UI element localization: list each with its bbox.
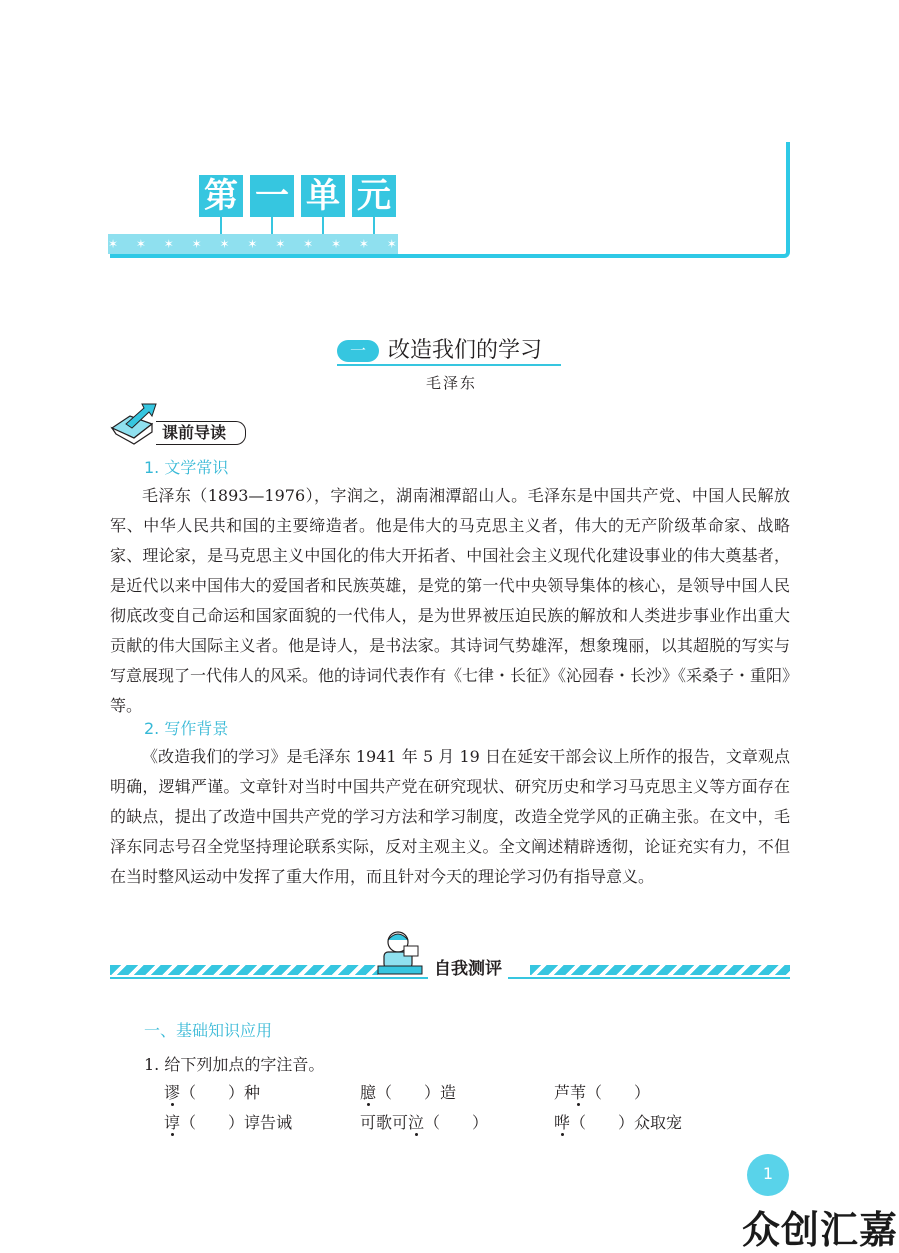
dotted-char: 哗 (554, 1113, 571, 1132)
dotted-char: 泣 (408, 1113, 425, 1132)
dotted-char: 臆 (360, 1083, 377, 1102)
lesson-title: 改造我们的学习 (388, 338, 543, 363)
item-rest: （ ） (586, 1083, 651, 1102)
item-lead: 芦 (554, 1083, 571, 1102)
item-rest: （ ）种 (180, 1083, 261, 1102)
item-lead: 可歌可 (360, 1113, 409, 1132)
item-rest: （ ）谆告诫 (180, 1113, 293, 1132)
lesson-author: 毛泽东 (426, 374, 478, 392)
dotted-char: 谆 (164, 1113, 181, 1132)
pinyin-item (164, 1078, 260, 1108)
unit-title-char-3: 单 (301, 175, 345, 217)
self-test-band-left (110, 965, 378, 975)
unit-title-char-4: 元 (352, 175, 396, 217)
student-reading-icon (374, 930, 426, 978)
unit-stem (322, 217, 324, 235)
item-rest: （ ）众取宠 (570, 1113, 683, 1132)
unit-title-char-2: 一 (250, 175, 294, 217)
unit-stem (271, 217, 273, 235)
section-label-preview: 课前导读 (156, 421, 246, 445)
item-rest: （ ）造 (376, 1083, 457, 1102)
item-rest: （ ） (424, 1113, 489, 1132)
unit-stem (373, 217, 375, 235)
self-test-label: 自我测评 (428, 954, 508, 979)
dotted-char: 苇 (570, 1083, 587, 1102)
question-1: 1. 给下列加点的字注音。 (144, 1055, 325, 1074)
part-title-basic: 一、基础知识应用 (144, 1021, 273, 1040)
pinyin-item (360, 1078, 456, 1108)
lesson-title-underline (337, 364, 561, 366)
unit-star-strip: ✶ ✶ ✶ ✶ ✶ ✶ ✶ ✶ ✶ ✶ ✶ ✶ ✶ ✶ ✶ ✶ ✶ (108, 234, 398, 254)
self-test-band-right (530, 965, 790, 975)
unit-title-char-1: 第 (199, 175, 243, 217)
subheading-background: 2. 写作背景 (144, 719, 229, 738)
watermark-logo: 众创汇嘉 (742, 1208, 899, 1252)
pinyin-item (360, 1108, 488, 1138)
dotted-char: 谬 (164, 1083, 181, 1102)
subheading-literature: 1. 文学常识 (144, 458, 229, 477)
paragraph-literature: 毛泽东（1893—1976），字润之，湖南湘潭韶山人。毛泽东是中国共产党、中国人民解放军、中华人民共和国的主要缔造者。他是伟大的马克思主义者，伟大的无产阶级革命家、战略家、理论家，是马克思主义中国化的伟大开拓者、中国社会主义现代化建设事业的伟大奠基者，是近代以来中国伟大的爱国者和民族英雄，是党的第一代中央领导集体的核心，是领导中国人民彻底改变自己命运和国家面貌的一代伟人，是为世界被压迫民族的解放和人类进步事业作出重大贡献的伟大国际主义者。他是诗人，是书法家。其诗词气势雄浑，想象瑰丽，以其超脱的写实与写意展现了一代伟人的风采。他的诗词代表作有《七律・长征》《沁园春・长沙》《采桑子・重阳》等。 (110, 486, 791, 715)
unit-stem (220, 217, 222, 235)
pinyin-item (554, 1108, 682, 1138)
lesson-number-badge: 一 (337, 340, 379, 362)
pinyin-item (554, 1078, 650, 1108)
pinyin-item (164, 1108, 292, 1138)
paragraph-background: 《改造我们的学习》是毛泽东 1941 年 5 月 19 日在延安干部会议上所作的报告，文章观点明确，逻辑严谨。文章针对当时中国共产党在研究现状、研究历史和学习马克思主义等方面存在的缺点，提出了改造中国共产党的学习方法和学习制度，改造全党学风的正确主张。在文中，毛泽东同志号召全党坚持理论联系实际，反对主观主义。全文阐述精辟透彻，论证充实有力，不但在当时整风运动中发挥了重大作用，而且针对今天的理论学习仍有指导意义。 (110, 747, 790, 886)
page-number: 1 (747, 1154, 789, 1196)
